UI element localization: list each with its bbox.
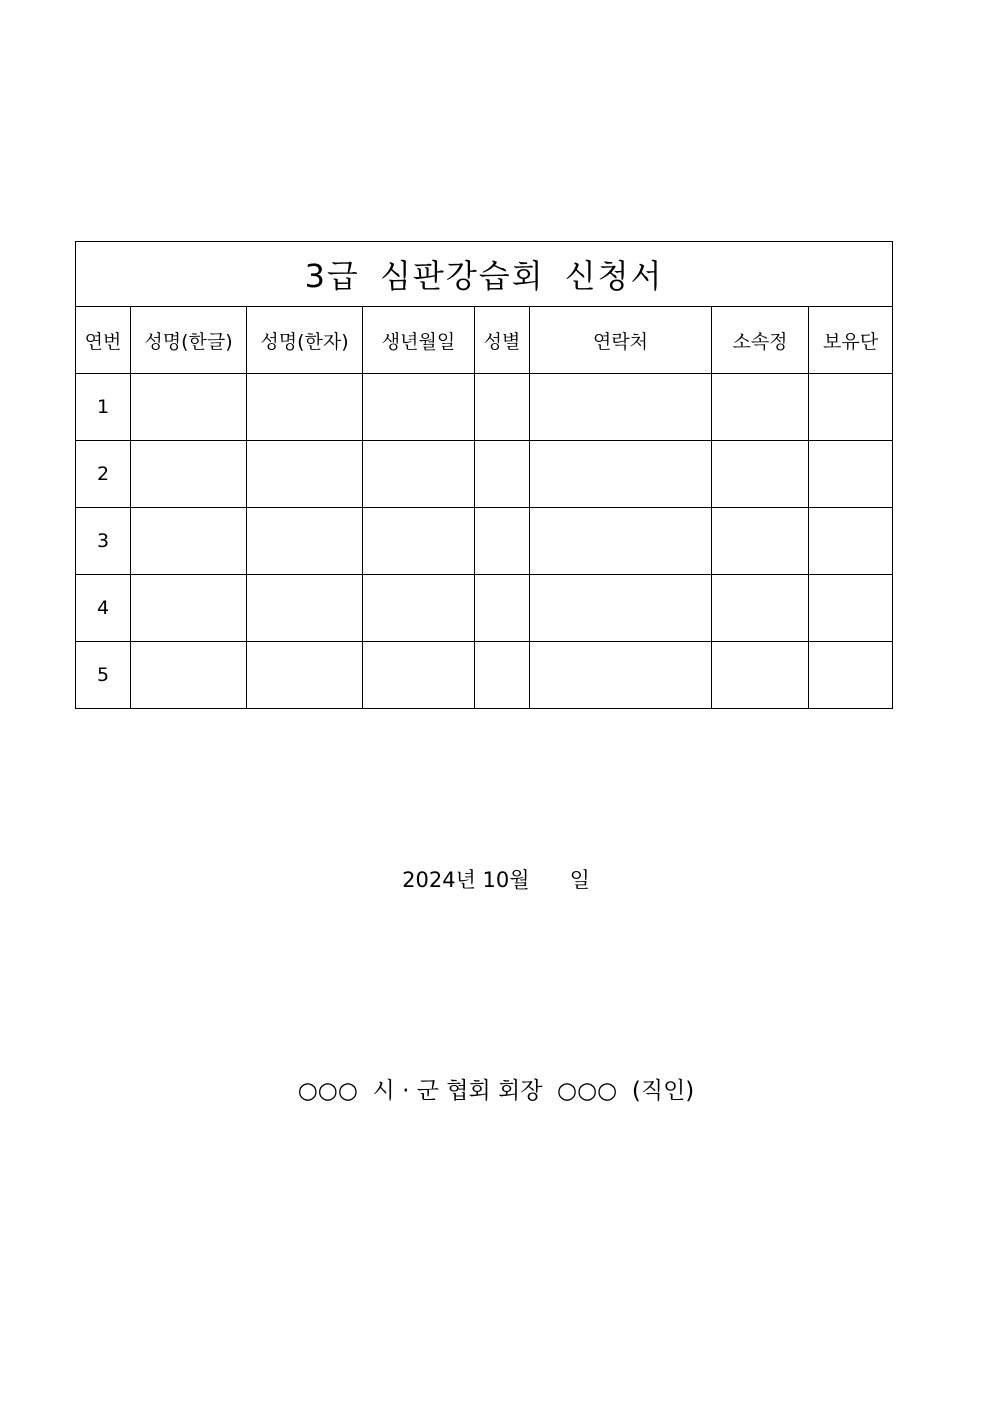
name-hanja-cell[interactable] <box>247 642 363 709</box>
column-header-contact: 연락처 <box>530 307 712 374</box>
date-day-label: 일 <box>569 868 590 892</box>
birthdate-cell[interactable] <box>363 441 475 508</box>
contact-cell[interactable] <box>530 642 712 709</box>
gender-cell[interactable] <box>475 508 530 575</box>
table-row <box>76 441 893 508</box>
name-korean-cell[interactable] <box>131 642 247 709</box>
row-number: 1 <box>76 374 131 441</box>
birthdate-cell[interactable] <box>363 575 475 642</box>
dan-rank-cell[interactable] <box>809 441 893 508</box>
seal-label: (직인) <box>631 1078 695 1104</box>
signature-line <box>0 1072 992 1105</box>
column-header-affiliation: 소속정 <box>712 307 809 374</box>
dan-rank-cell[interactable] <box>809 374 893 441</box>
header-row <box>76 307 893 374</box>
column-header-name-korean: 성명(한글) <box>131 307 247 374</box>
form-title: 3급 심판강습회 신청서 <box>76 242 893 307</box>
row-number: 5 <box>76 642 131 709</box>
affiliation-cell[interactable] <box>712 441 809 508</box>
gender-cell[interactable] <box>475 575 530 642</box>
gender-cell[interactable] <box>475 642 530 709</box>
dan-rank-cell[interactable] <box>809 642 893 709</box>
table-row <box>76 642 893 709</box>
table-row <box>76 575 893 642</box>
column-header-gender: 성별 <box>475 307 530 374</box>
gender-cell[interactable] <box>475 441 530 508</box>
table-row <box>76 508 893 575</box>
name-korean-cell[interactable] <box>131 508 247 575</box>
contact-cell[interactable] <box>530 575 712 642</box>
name-korean-cell[interactable] <box>131 441 247 508</box>
column-header-birthdate: 생년월일 <box>363 307 475 374</box>
dan-rank-cell[interactable] <box>809 575 893 642</box>
name-korean-cell[interactable] <box>131 374 247 441</box>
affiliation-cell[interactable] <box>712 575 809 642</box>
table-row <box>76 374 893 441</box>
affiliation-cell[interactable] <box>712 508 809 575</box>
contact-cell[interactable] <box>530 374 712 441</box>
column-header-number: 연번 <box>76 307 131 374</box>
gender-cell[interactable] <box>475 374 530 441</box>
region-placeholder: ○○○ <box>297 1078 358 1104</box>
date-year-month: 2024년 10월 <box>402 868 530 892</box>
column-header-name-hanja: 성명(한자) <box>247 307 363 374</box>
name-hanja-cell[interactable] <box>247 575 363 642</box>
region-label: 시 · 군 협회 회장 <box>372 1078 543 1104</box>
contact-cell[interactable] <box>530 441 712 508</box>
affiliation-cell[interactable] <box>712 642 809 709</box>
date-line <box>0 864 992 894</box>
row-number: 3 <box>76 508 131 575</box>
affiliation-cell[interactable] <box>712 374 809 441</box>
name-hanja-cell[interactable] <box>247 441 363 508</box>
dan-rank-cell[interactable] <box>809 508 893 575</box>
name-hanja-cell[interactable] <box>247 508 363 575</box>
birthdate-cell[interactable] <box>363 374 475 441</box>
application-form-table <box>75 241 893 709</box>
contact-cell[interactable] <box>530 508 712 575</box>
name-placeholder: ○○○ <box>557 1078 618 1104</box>
name-hanja-cell[interactable] <box>247 374 363 441</box>
birthdate-cell[interactable] <box>363 642 475 709</box>
name-korean-cell[interactable] <box>131 575 247 642</box>
row-number: 2 <box>76 441 131 508</box>
column-header-dan-rank: 보유단 <box>809 307 893 374</box>
row-number: 4 <box>76 575 131 642</box>
birthdate-cell[interactable] <box>363 508 475 575</box>
